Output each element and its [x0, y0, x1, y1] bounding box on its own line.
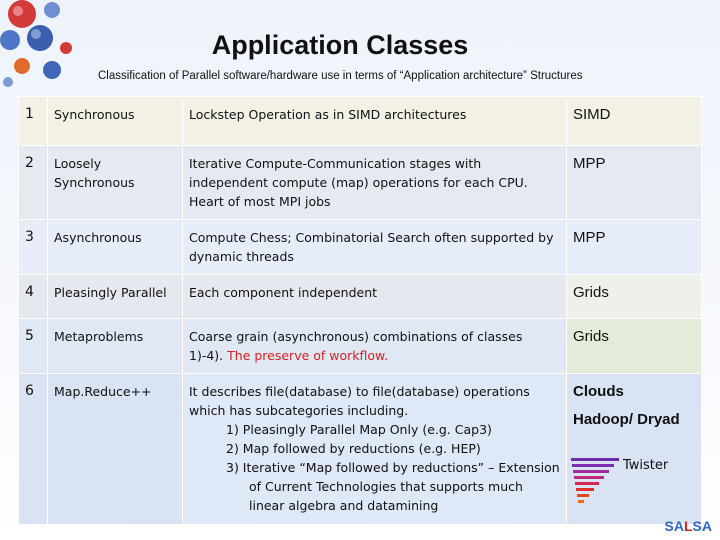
- class-name: Map.Reduce++: [48, 374, 183, 525]
- table-row: [19, 275, 702, 319]
- class-name: Asynchronous: [48, 220, 183, 275]
- subcategory-item: 2) Map followed by reductions (e.g. HEP): [226, 441, 481, 456]
- subcategory-item: 1) Pleasingly Parallel Map Only (e.g. Cap3): [226, 422, 492, 437]
- application-classes-table: [18, 96, 702, 525]
- class-architecture: Grids: [567, 319, 702, 374]
- salsa-part: L: [683, 518, 693, 534]
- class-description-text: Coarse grain (asynchronous) combinations of classes 1)-4).: [189, 329, 523, 363]
- workflow-highlight: The preserve of workflow.: [227, 348, 389, 363]
- class-description: Each component independent: [183, 275, 567, 319]
- architecture-twister: Twister: [623, 458, 669, 473]
- row-number: 3: [19, 220, 48, 275]
- class-name: Synchronous: [48, 97, 183, 146]
- architecture-hadoop: Hadoop/ Dryad: [573, 411, 680, 428]
- class-description: Iterative Compute-Communication stages with independent compute (map) operations for each CPU. Heart of most MPI jobs: [183, 146, 567, 220]
- class-description: [183, 319, 567, 374]
- class-architecture: MPP: [567, 146, 702, 220]
- class-description: Lockstep Operation as in SIMD architectures: [183, 97, 567, 146]
- table-row: [19, 374, 702, 525]
- salsa-part: SA: [664, 518, 684, 534]
- row-number: 1: [19, 97, 48, 146]
- page-title: Application Classes: [211, 30, 469, 60]
- salsa-part: SA: [692, 518, 712, 534]
- table-row: [19, 97, 702, 146]
- class-architecture: MPP: [567, 220, 702, 275]
- row-number: 5: [19, 319, 48, 374]
- subcategory-list: [189, 420, 560, 515]
- class-description: Compute Chess; Combinatorial Search often supported by dynamic threads: [183, 220, 567, 275]
- class-description-text: It describes file(database) to file(database) operations which has subcategories including.: [189, 384, 530, 418]
- class-description: [183, 374, 567, 525]
- row-number: 6: [19, 374, 48, 525]
- table-row: [19, 220, 702, 275]
- class-name: Pleasingly Parallel: [48, 275, 183, 319]
- salsa-logo: [665, 518, 712, 534]
- row-number: 2: [19, 146, 48, 220]
- table-row: [19, 319, 702, 374]
- architecture-clouds: Clouds: [573, 383, 624, 400]
- class-architecture: Grids: [567, 275, 702, 319]
- class-architecture: [567, 374, 702, 525]
- page-subtitle: Classification of Parallel software/hardware use in terms of “Application architecture” Structures: [98, 70, 583, 82]
- subcategory-item: 3) Iterative “Map followed by reductions” – Extension of Current Technologies that supports much linear algebra and datamining: [226, 460, 560, 513]
- row-number: 4: [19, 275, 48, 319]
- class-name: Metaproblems: [48, 319, 183, 374]
- class-architecture: SIMD: [567, 97, 702, 146]
- class-name: Loosely Synchronous: [48, 146, 183, 220]
- table-row: [19, 146, 702, 220]
- twister-logo-icon: [571, 456, 621, 506]
